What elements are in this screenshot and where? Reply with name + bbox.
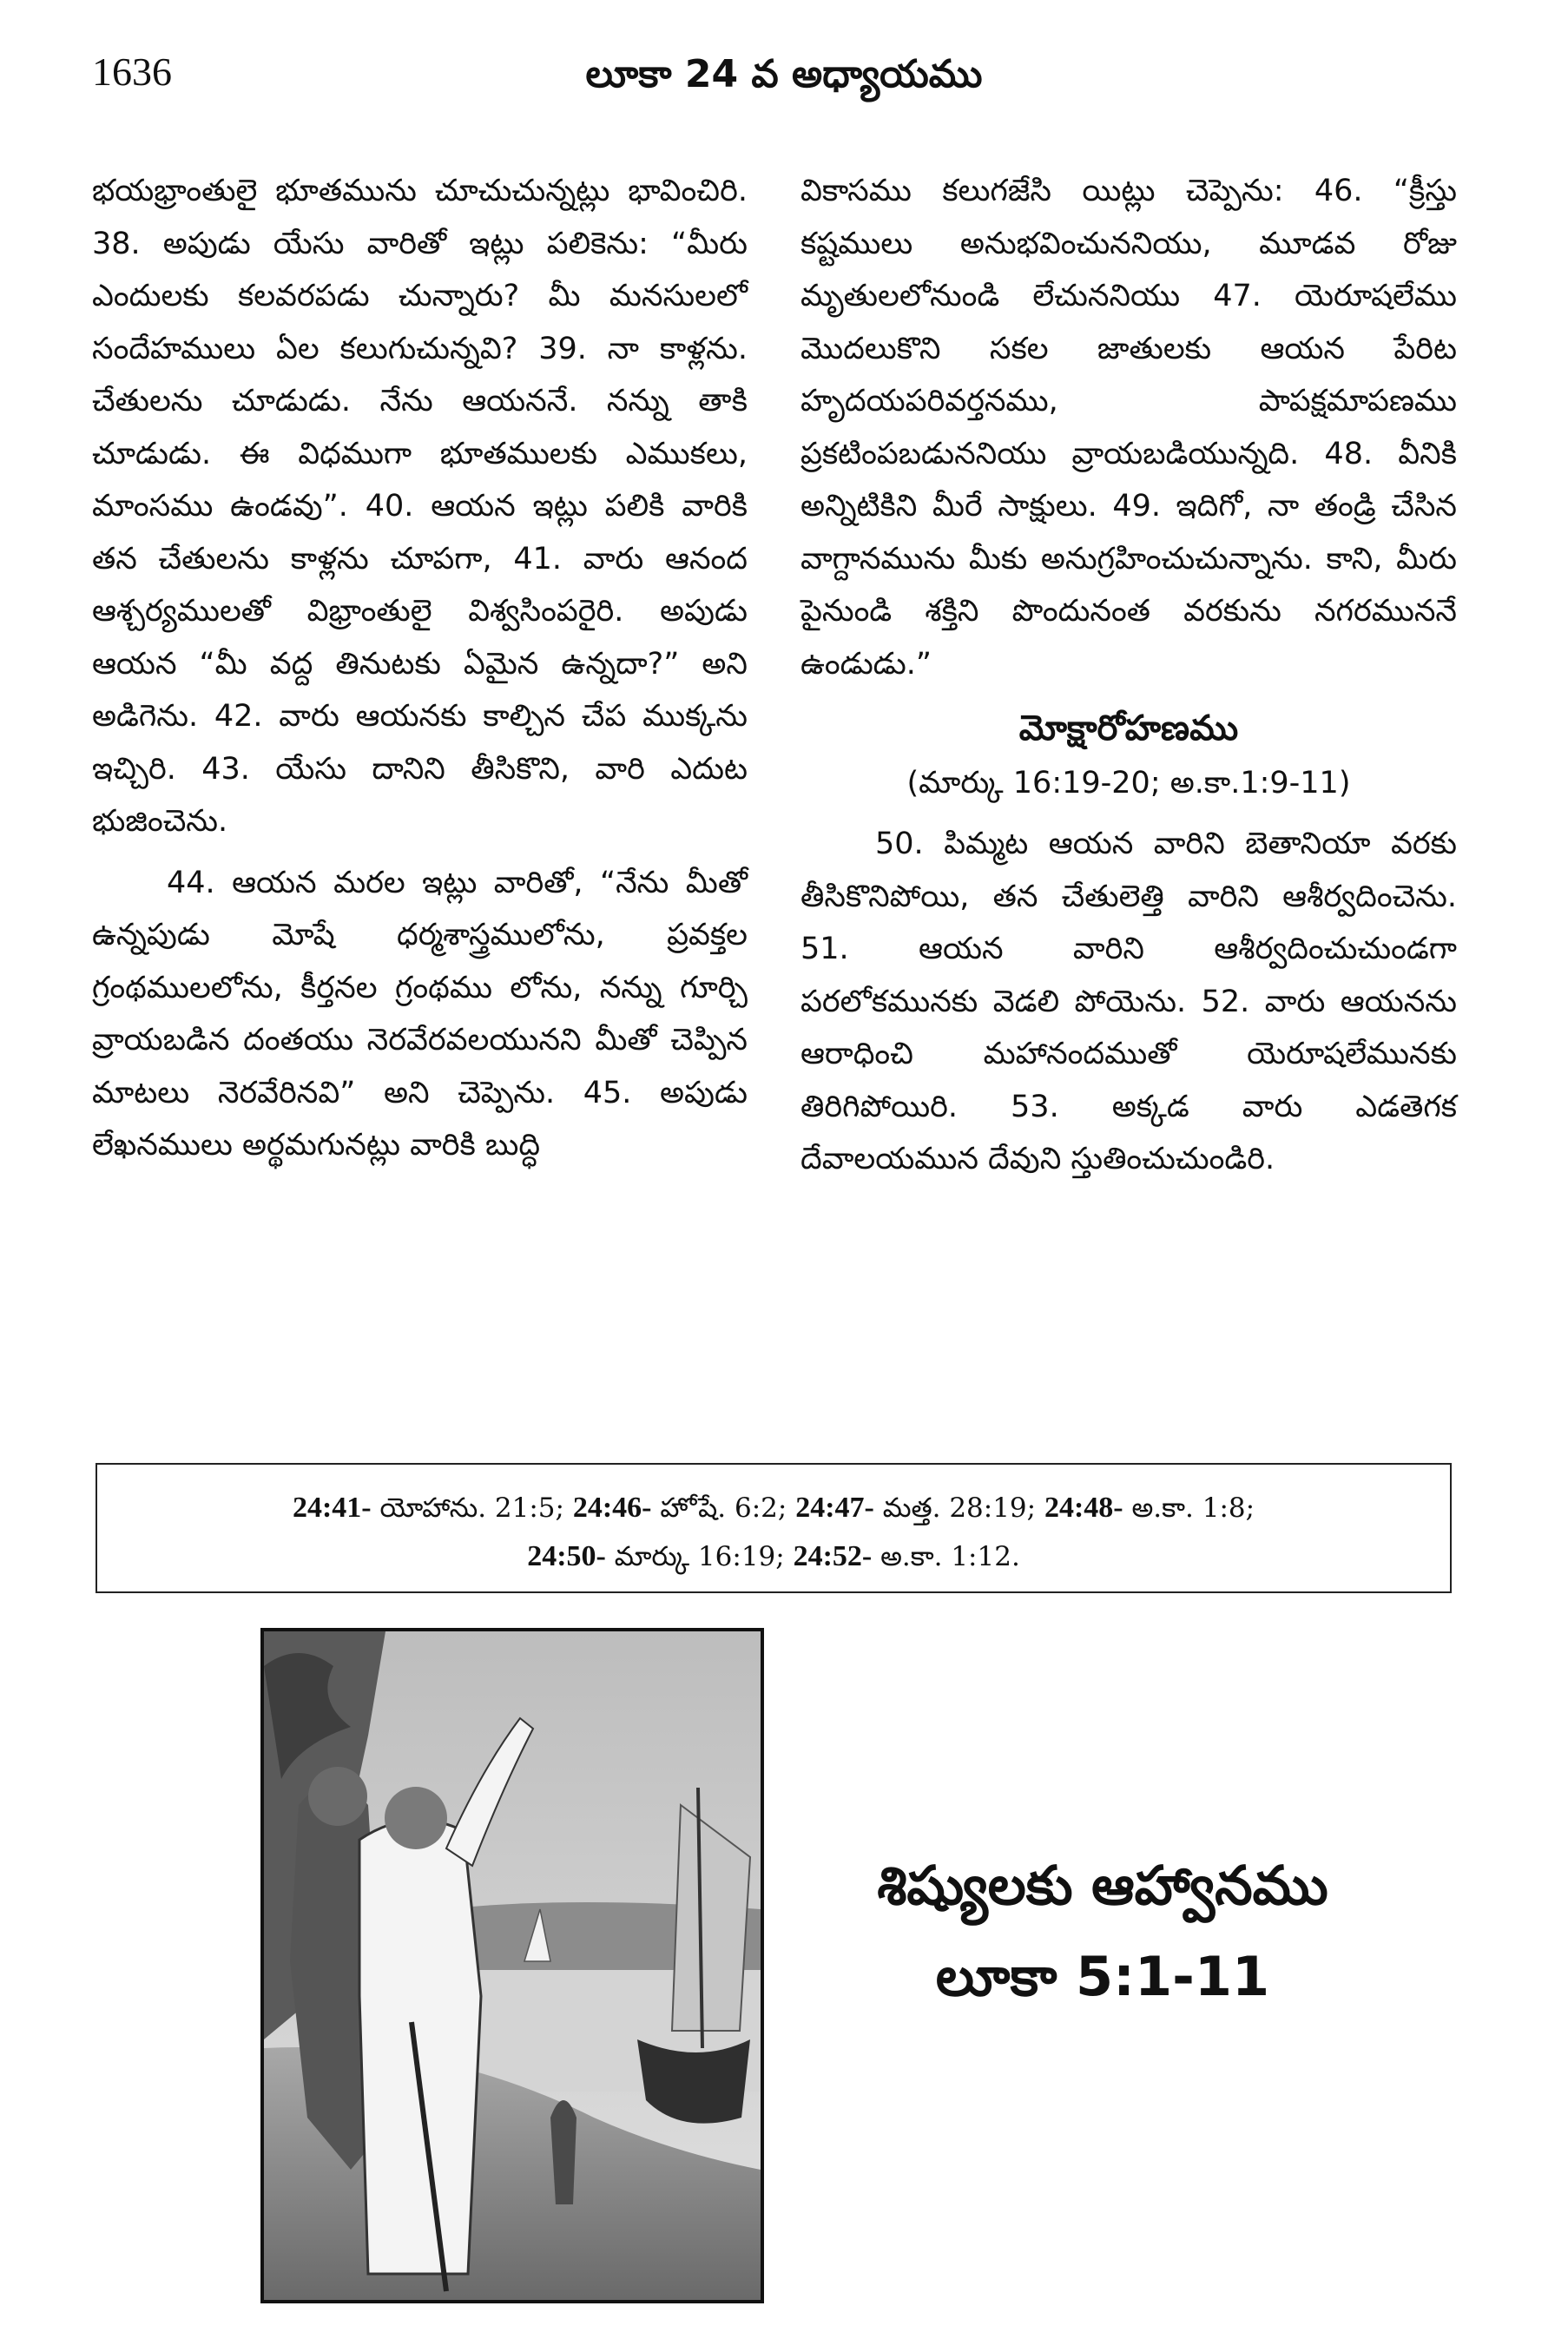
footnote-ref: 24:47-	[795, 1492, 874, 1524]
jesus-head	[385, 1787, 447, 1849]
cross-reference-box	[96, 1463, 1452, 1593]
illustration-caption-reference: లూకా 5:1-11	[935, 1945, 1270, 2008]
footnote-ref: 24:50-	[527, 1540, 606, 1572]
right-paragraph-1: వికాసము కలుగజేసి యిట్లు చెప్పెను: 46. “క్రీస్తు కష్టములు అనుభవించుననియు, మూడవ రోజు మృతులలోనుండి లేచుననియు 47. యెరూషలేము మొదలుకొని సకల జాతులకు ఆయన పేరిట హృదయపరివర్తనము, పాపక్షమాపణము ప్రకటింపబడుననియు వ్రాయబడియున్నది. 48. వీనికి అన్నిటికిని మీరే సాక్షులు. 49. ఇదిగో, నా తండ్రి చేసిన వాగ్దానమును మీకు అనుగ్రహించుచున్నాను. కాని, మీరు పైనుండి శక్తిని పొందునంత వరకును నగరముననే ఉండుడు.”	[800, 174, 1457, 682]
footnote-text: అ.కా. 1:12.	[872, 1541, 1020, 1572]
disciple-head	[308, 1767, 367, 1826]
page-number: 1636	[92, 49, 172, 94]
left-paragraph-2: 44. ఆయన మరల ఇట్లు వారితో, “నేను మీతో ఉన్నపుడు మోషే ధర్మశాస్త్రములోను, ప్రవక్తల గ్రంథములలోను, కీర్తనల గ్రంథము లోను, నన్ను గూర్చి వ్రాయబడిన దంతయు నెరవేరవలయునని మీతో చెప్పిన మాటలు నెరవేరినవి” అని చెప్పెను. 45. అపుడు లేఖనములు అర్థమగునట్లు వారికి బుద్ధి	[92, 865, 748, 1163]
section-reference: (మార్కు 16:19-20; అ.కా.1:9-11)	[906, 765, 1351, 800]
right-column	[800, 165, 1457, 1186]
illustration-drawing	[264, 1631, 761, 2300]
illustration-jesus-calling-disciples	[260, 1628, 764, 2303]
jesus-robe	[359, 1820, 481, 2274]
left-paragraph-1: భయభ్రాంతులై భూతమును చూచుచున్నట్లు భావించిరి. 38. అపుడు యేసు వారితో ఇట్లు పలికెను: “మీరు ఎందులకు కలవరపడు చున్నారు? మీ మనసులలో సందేహములు ఏల కలుగుచున్నవి? 39. నా కాళ్లను. చేతులను చూడుడు. నేను ఆయననే. నన్ను తాకి చూడుడు. ఈ విధముగా భూతములకు ఎముకలు, మాంసము ఉండవు”. 40. ఆయన ఇట్లు పలికి వారికి తన చేతులను కాళ్లను చూపగా, 41. వారు ఆనంద ఆశ్చర్యములతో విభ్రాంతులై విశ్వసింపరైరి. అపుడు ఆయన “మీ వద్ద తినుటకు ఏమైన ఉన్నదా?” అని అడిగెను. 42. వారు ఆయనకు కాల్చిన చేప ముక్కను ఇచ్చిరి. 43. యేసు దానిని తీసికొని, వారి ఎదుట భుజించెను.	[92, 174, 748, 839]
page-title: లూకా 24 వ అధ్యాయము	[585, 52, 983, 96]
footnote-ref: 24:48-	[1044, 1492, 1123, 1524]
right-paragraph-2: 50. పిమ్మట ఆయన వారిని బెతానియా వరకు తీసికొనిపోయి, తన చేతులెత్తి వారిని ఆశీర్వదించెను. 51. ఆయన వారిని ఆశీర్వదించుచుండగా పరలోకమునకు వెడలి పోయెను. 52. వారు ఆయనను ఆరాధించి మహానందముతో యెరూషలేమునకు తిరిగిపోయిరి. 53. అక్కడ వారు ఎడతెగక దేవాలయమున దేవుని స్తుతించుచుండిరి.	[800, 827, 1457, 1176]
footnote-text: హోషే. 6:2;	[651, 1492, 796, 1524]
footnote-text: అ.కా. 1:8;	[1123, 1492, 1255, 1524]
footnote-ref: 24:41-	[292, 1492, 372, 1524]
footnote-ref: 24:46-	[572, 1492, 652, 1524]
left-column	[92, 165, 748, 1172]
footnote-text: మార్కు 16:19;	[605, 1541, 794, 1572]
footnote-ref: 24:52-	[793, 1540, 873, 1572]
footnote-text: యోహాను. 21:5;	[371, 1492, 573, 1524]
section-heading: మోక్షారోహణము	[1018, 708, 1239, 748]
cross-reference-line-2	[97, 1532, 1450, 1581]
footnote-text: మత్త. 28:19;	[873, 1492, 1044, 1524]
illustration-caption-title: శిష్యులకు ఆహ్వానము	[877, 1854, 1328, 1917]
cross-reference-line-1	[97, 1484, 1450, 1532]
